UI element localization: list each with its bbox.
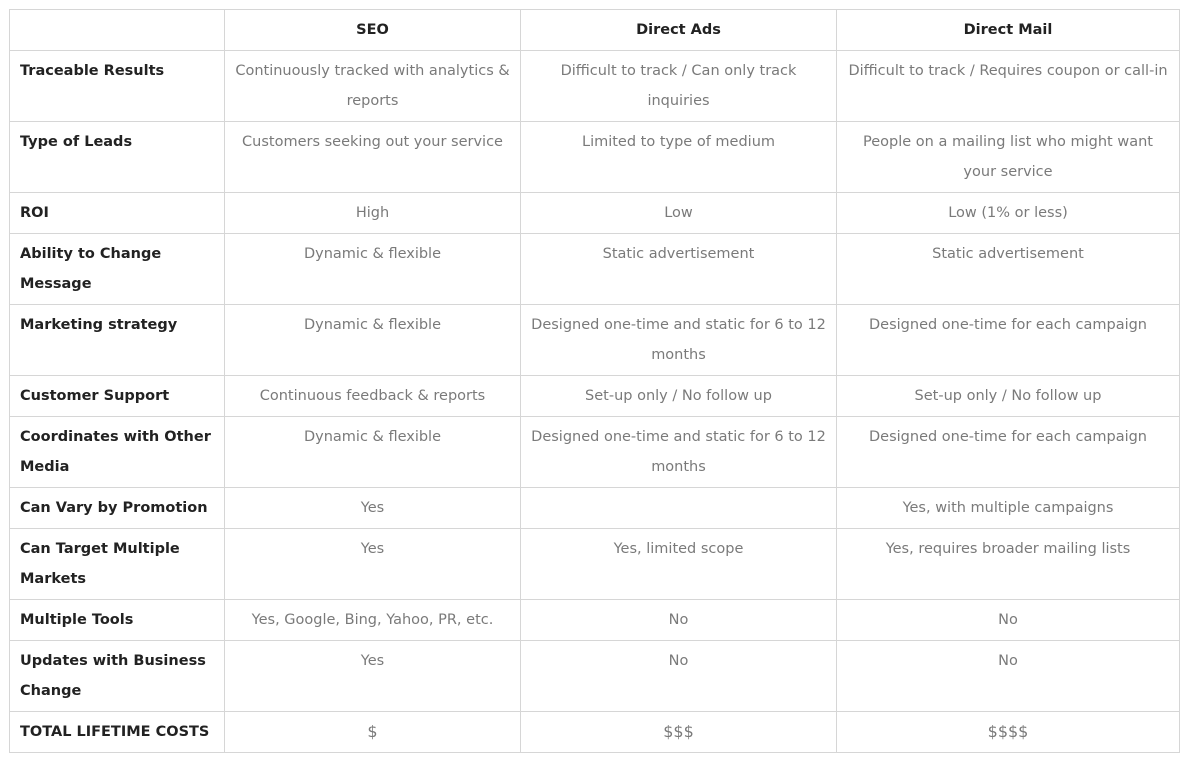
table-header-row: [10, 10, 1180, 51]
table-row: [10, 234, 1180, 305]
cell-seo: Yes, Google, Bing, Yahoo, PR, etc.: [225, 600, 521, 641]
cell-direct-mail: Yes, requires broader mailing lists: [837, 529, 1180, 600]
cell-direct-mail: Low (1% or less): [837, 193, 1180, 234]
cell-direct-ads: Low: [521, 193, 837, 234]
cell-seo: High: [225, 193, 521, 234]
table-row: [10, 641, 1180, 712]
cell-seo: Continuously tracked with analytics & reports: [225, 51, 521, 122]
cell-direct-ads: Yes, limited scope: [521, 529, 837, 600]
row-label: Customer Support: [10, 376, 225, 417]
cell-seo: Continuous feedback & reports: [225, 376, 521, 417]
cell-seo: Dynamic & flexible: [225, 417, 521, 488]
row-label: Traceable Results: [10, 51, 225, 122]
cell-direct-ads: No: [521, 641, 837, 712]
cell-seo: Dynamic & flexible: [225, 305, 521, 376]
cell-direct-ads: Designed one-time and static for 6 to 12 months: [521, 417, 837, 488]
row-label: Coordinates with Other Media: [10, 417, 225, 488]
cell-direct-mail: Set-up only / No follow up: [837, 376, 1180, 417]
cell-direct-ads: Set-up only / No follow up: [521, 376, 837, 417]
table-row: [10, 376, 1180, 417]
cell-seo: $: [225, 712, 521, 753]
table-row: [10, 305, 1180, 376]
cell-direct-ads: No: [521, 600, 837, 641]
cell-seo: Yes: [225, 641, 521, 712]
row-label: Ability to Change Message: [10, 234, 225, 305]
row-label: Can Vary by Promotion: [10, 488, 225, 529]
cell-direct-mail: $$$$: [837, 712, 1180, 753]
cell-direct-ads: [521, 488, 837, 529]
table-row: [10, 488, 1180, 529]
cell-seo: Yes: [225, 529, 521, 600]
cell-direct-ads: Designed one-time and static for 6 to 12 months: [521, 305, 837, 376]
row-label: Can Target Multiple Markets: [10, 529, 225, 600]
column-header-direct-ads: Direct Ads: [521, 10, 837, 51]
cell-seo: Yes: [225, 488, 521, 529]
table-row-total: [10, 712, 1180, 753]
table-row: [10, 600, 1180, 641]
cell-seo: Dynamic & flexible: [225, 234, 521, 305]
comparison-table-container: [9, 9, 1180, 753]
cell-direct-mail: No: [837, 600, 1180, 641]
table-row: [10, 122, 1180, 193]
cell-direct-mail: Difficult to track / Requires coupon or call-in: [837, 51, 1180, 122]
cell-direct-mail: No: [837, 641, 1180, 712]
cell-direct-mail: Yes, with multiple campaigns: [837, 488, 1180, 529]
table-row: [10, 529, 1180, 600]
row-label: Multiple Tools: [10, 600, 225, 641]
cell-direct-ads: Limited to type of medium: [521, 122, 837, 193]
cell-direct-mail: Static advertisement: [837, 234, 1180, 305]
row-label: Type of Leads: [10, 122, 225, 193]
table-row: [10, 51, 1180, 122]
cell-direct-ads: Static advertisement: [521, 234, 837, 305]
cell-seo: Customers seeking out your service: [225, 122, 521, 193]
row-label: TOTAL LIFETIME COSTS: [10, 712, 225, 753]
table-row: [10, 417, 1180, 488]
cell-direct-ads: Difficult to track / Can only track inquiries: [521, 51, 837, 122]
column-header-empty: [10, 10, 225, 51]
column-header-seo: SEO: [225, 10, 521, 51]
column-header-direct-mail: Direct Mail: [837, 10, 1180, 51]
cell-direct-mail: Designed one-time for each campaign: [837, 305, 1180, 376]
cell-direct-ads: $$$: [521, 712, 837, 753]
row-label: Marketing strategy: [10, 305, 225, 376]
table-row: [10, 193, 1180, 234]
cell-direct-mail: Designed one-time for each campaign: [837, 417, 1180, 488]
comparison-table: [9, 9, 1180, 753]
cell-direct-mail: People on a mailing list who might want your service: [837, 122, 1180, 193]
row-label: ROI: [10, 193, 225, 234]
row-label: Updates with Business Change: [10, 641, 225, 712]
